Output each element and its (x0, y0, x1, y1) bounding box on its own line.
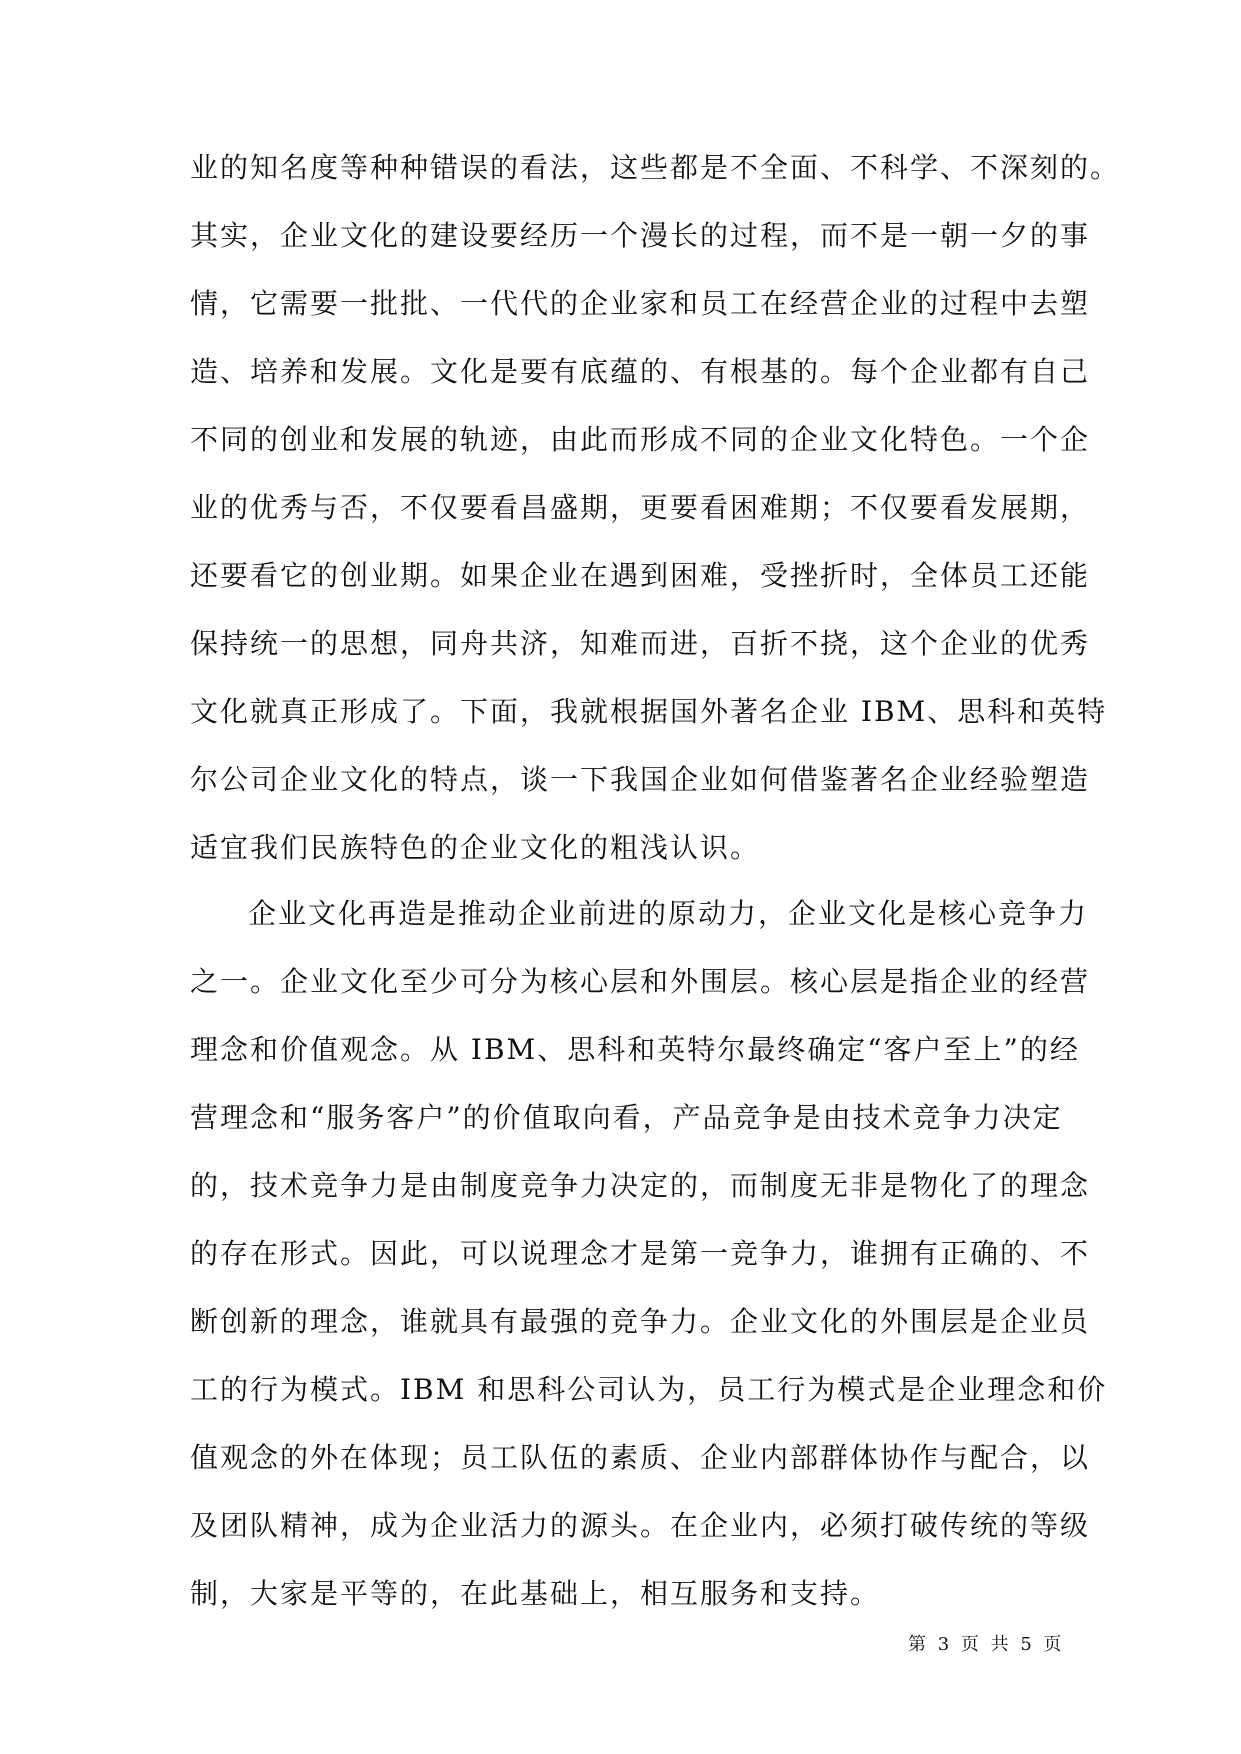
paragraph-line: 制，大家是平等的，在此基础上，相互服务和支持。 (190, 1577, 881, 1610)
paragraph-line: 理念和价值观念。从 IBM、思科和英特尔最终确定“客户至上”的经 (190, 1033, 1080, 1066)
paragraph-line: 的存在形式。因此，可以说理念才是第一竞争力，谁拥有正确的、不 (190, 1237, 1091, 1270)
paragraph-line: 之一。企业文化至少可分为核心层和外围层。核心层是指企业的经营 (190, 965, 1091, 998)
paragraph-2 (190, 880, 1108, 1628)
paragraph-line: 企业文化再造是推动企业前进的原动力，企业文化是核心竞争力 (248, 897, 1089, 930)
paragraph-line: 业的知名度等种种错误的看法，这些都是不全面、不科学、不深刻的。 (190, 151, 1121, 184)
paragraph-line: 工的行为模式。IBM 和思科公司认为，员工行为模式是企业理念和价 (190, 1373, 1108, 1406)
paragraph-line: 尔公司企业文化的特点，谈一下我国企业如何借鉴著名企业经验塑造 (190, 763, 1091, 796)
paragraph-line: 及团队精神，成为企业活力的源头。在企业内，必须打破传统的等级 (190, 1509, 1091, 1542)
paragraph-line: 文化就真正形成了。下面，我就根据国外著名企业 IBM、思科和英特 (190, 695, 1108, 728)
paragraph-line: 其实，企业文化的建设要经历一个漫长的过程，而不是一朝一夕的事 (190, 219, 1091, 252)
paragraph-line: 业的优秀与否，不仅要看昌盛期，更要看困难期；不仅要看发展期， (190, 491, 1091, 524)
page-number: 第 3 页 共 5 页 (908, 1634, 1065, 1655)
paragraph-1 (190, 134, 1121, 882)
paragraph-line: 的，技术竞争力是由制度竞争力决定的，而制度无非是物化了的理念 (190, 1169, 1091, 1202)
paragraph-line: 断创新的理念，谁就具有最强的竞争力。企业文化的外围层是企业员 (190, 1305, 1091, 1338)
paragraph-line: 保持统一的思想，同舟共济，知难而进，百折不挠，这个企业的优秀 (190, 627, 1091, 660)
paragraph-line: 不同的创业和发展的轨迹，由此而形成不同的企业文化特色。一个企 (190, 423, 1091, 456)
paragraph-line: 还要看它的创业期。如果企业在遇到困难，受挫折时，全体员工还能 (190, 559, 1091, 592)
paragraph-line: 营理念和“服务客户”的价值取向看，产品竞争是由技术竞争力决定 (190, 1101, 1063, 1134)
paragraph-line: 适宜我们民族特色的企业文化的粗浅认识。 (190, 831, 761, 864)
paragraph-line: 造、培养和发展。文化是要有底蕴的、有根基的。每个企业都有自己 (190, 355, 1091, 388)
paragraph-line: 值观念的外在体现；员工队伍的素质、企业内部群体协作与配合，以 (190, 1441, 1091, 1474)
paragraph-line: 情，它需要一批批、一代代的企业家和员工在经营企业的过程中去塑 (190, 287, 1091, 320)
